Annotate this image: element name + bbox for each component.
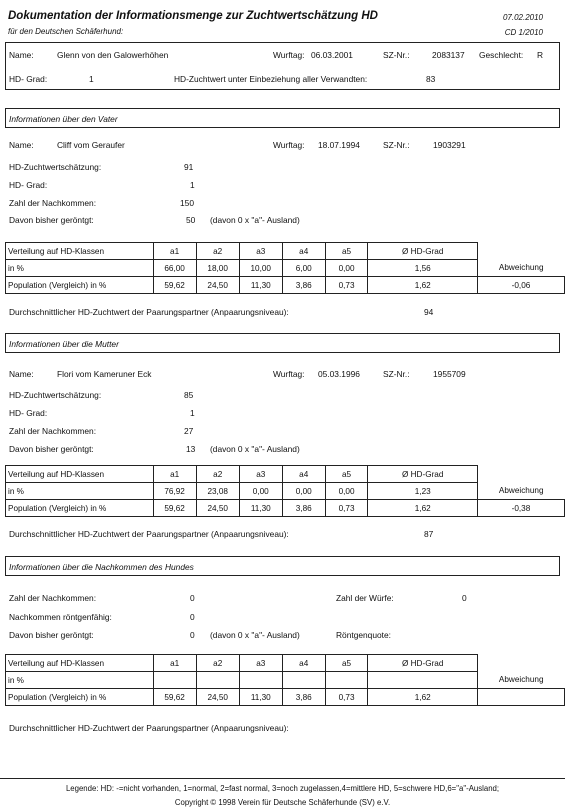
offspring-wuerfe-label: Zahl der Würfe: xyxy=(336,593,394,603)
table-cell: 0,00 xyxy=(325,483,368,500)
dog-hd: 1 xyxy=(89,74,94,84)
table-header-cell: a5 xyxy=(325,655,368,672)
dog-zw-label: HD-Zuchtwert unter Einbeziehung aller Verwandten: xyxy=(174,74,368,84)
table-cell: 10,00 xyxy=(239,260,282,277)
deviation-value: -0,38 xyxy=(477,500,564,517)
deviation-value xyxy=(477,689,564,706)
table-cell: 59,62 xyxy=(153,500,196,517)
table-row xyxy=(6,483,565,500)
table-row xyxy=(6,500,565,517)
table-cell: in % xyxy=(6,260,154,277)
mother-avg: 87 xyxy=(424,529,434,539)
father-avg: 94 xyxy=(424,307,434,317)
table-header-cell: a3 xyxy=(239,466,282,483)
table-cell: 76,92 xyxy=(153,483,196,500)
father-sz: 1903291 xyxy=(433,140,466,150)
table-cell: 24,50 xyxy=(196,689,239,706)
table-header-cell: a1 xyxy=(153,655,196,672)
father-ger-label: Davon bisher geröntgt: xyxy=(9,215,94,225)
table-cell: 0,73 xyxy=(325,277,368,294)
table-header-cell: a4 xyxy=(282,655,325,672)
footer-divider xyxy=(0,778,565,779)
dog-sex: R xyxy=(537,50,544,60)
offspring-wuerfe: 0 xyxy=(462,593,467,603)
table-cell: 0,00 xyxy=(325,260,368,277)
dog-wurftag: 06.03.2001 xyxy=(311,50,353,60)
cd-version: CD 1/2010 xyxy=(504,28,543,37)
offspring-rf-label: Nachkommen röntgenfähig: xyxy=(9,612,112,622)
table-cell: Population (Vergleich) in % xyxy=(6,689,154,706)
table-header-cell: Ø HD-Grad xyxy=(368,243,477,260)
mother-section-header: Informationen über die Mutter xyxy=(5,333,560,353)
mother-wurftag: 05.03.1996 xyxy=(318,369,360,379)
dog-wurftag-label: Wurftag: xyxy=(273,50,305,60)
table-header-cell: Ø HD-Grad xyxy=(368,655,477,672)
offspring-section-header: Informationen über die Nachkommen des Hundes xyxy=(5,556,560,576)
table-cell: 11,30 xyxy=(239,277,282,294)
father-hd-label: HD- Grad: xyxy=(9,180,48,190)
table-cell xyxy=(325,672,368,689)
table-cell xyxy=(282,672,325,689)
dog-sz-label: SZ-Nr.: xyxy=(383,50,410,60)
table-cell: 3,86 xyxy=(282,689,325,706)
table-header-cell: Verteilung auf HD-Klassen xyxy=(6,466,154,483)
table-header-cell: a2 xyxy=(196,655,239,672)
offspring-avg-label: Durchschnittlicher HD-Zuchtwert der Paarungspartner (Anpaarungsniveau): xyxy=(9,723,289,733)
page-title: Dokumentation der Informationsmenge zur Zuchtwertschätzung HD xyxy=(8,10,378,22)
footer-legend: Legende: HD: -=nicht vorhanden, 1=normal, 2=fast normal, 3=noch zugelassen,4=mittlere HD, 5=schwere HD,6="a"-Ausland; xyxy=(65,784,500,793)
dog-name-label: Name: xyxy=(9,50,34,60)
table-cell: 0,73 xyxy=(325,500,368,517)
table-header-row xyxy=(6,243,565,260)
table-cell: 0,73 xyxy=(325,689,368,706)
deviation-label: Abweichung xyxy=(498,675,544,685)
dog-name: Glenn von den Galowerhöhen xyxy=(57,50,169,60)
father-hd: 1 xyxy=(190,180,195,190)
dog-sz: 2083137 xyxy=(432,50,465,60)
table-header-cell: a4 xyxy=(282,466,325,483)
table-cell: in % xyxy=(6,672,154,689)
father-ger-note: (davon 0 x "a"- Ausland) xyxy=(210,215,300,225)
mother-zw: 85 xyxy=(184,390,194,400)
dog-zw: 83 xyxy=(426,74,436,84)
table-cell: 66,00 xyxy=(153,260,196,277)
mother-wurftag-label: Wurftag: xyxy=(273,369,305,379)
table-row xyxy=(6,277,565,294)
table-header-cell: a5 xyxy=(325,466,368,483)
table-cell xyxy=(239,672,282,689)
print-date: 07.02.2010 xyxy=(502,13,543,22)
father-nk: 150 xyxy=(180,198,194,208)
father-ger: 50 xyxy=(186,215,196,225)
table-cell: Population (Vergleich) in % xyxy=(6,277,154,294)
offspring-quote-label: Röntgenquote: xyxy=(336,630,391,640)
table-header-cell: a5 xyxy=(325,243,368,260)
father-zw-label: HD-Zuchtwertschätzung: xyxy=(9,162,102,172)
table-cell: 23,08 xyxy=(196,483,239,500)
table-header-row xyxy=(6,655,565,672)
table-header-cell: a3 xyxy=(239,243,282,260)
table-cell xyxy=(153,672,196,689)
father-name-label: Name: xyxy=(9,140,34,150)
mother-sz: 1955709 xyxy=(433,369,466,379)
dog-hd-label: HD- Grad: xyxy=(9,74,48,84)
table-cell: 6,00 xyxy=(282,260,325,277)
table-cell: 11,30 xyxy=(239,500,282,517)
table-cell: 1,62 xyxy=(368,500,477,517)
table-header-cell: a2 xyxy=(196,243,239,260)
father-section-header: Informationen über den Vater xyxy=(5,108,560,128)
mother-hd: 1 xyxy=(190,408,195,418)
table-header-cell: a3 xyxy=(239,655,282,672)
mother-sz-label: SZ-Nr.: xyxy=(383,369,410,379)
offspring-nk-label: Zahl der Nachkommen: xyxy=(9,593,97,603)
mother-name-label: Name: xyxy=(9,369,34,379)
dog-sex-label: Geschlecht: xyxy=(479,50,524,60)
table-cell: 1,23 xyxy=(368,483,477,500)
mother-nk-label: Zahl der Nachkommen: xyxy=(9,426,97,436)
table-cell: 1,56 xyxy=(368,260,477,277)
table-cell: 0,00 xyxy=(282,483,325,500)
father-wurftag-label: Wurftag: xyxy=(273,140,305,150)
mother-zw-label: HD-Zuchtwertschätzung: xyxy=(9,390,102,400)
table-cell: in % xyxy=(6,483,154,500)
table-cell: 59,62 xyxy=(153,689,196,706)
table-header-row xyxy=(6,466,565,483)
table-cell: 24,50 xyxy=(196,500,239,517)
mother-ger: 13 xyxy=(186,444,196,454)
offspring-ger-label: Davon bisher geröntgt: xyxy=(9,630,94,640)
deviation-label: Abweichung xyxy=(498,263,544,273)
mother-avg-label: Durchschnittlicher HD-Zuchtwert der Paarungspartner (Anpaarungsniveau): xyxy=(9,529,289,539)
table-header-cell: a2 xyxy=(196,466,239,483)
father-name: Cliff vom Geraufer xyxy=(57,140,125,150)
table-cell: 0,00 xyxy=(239,483,282,500)
offspring-ger-note: (davon 0 x "a"- Ausland) xyxy=(210,630,300,640)
table-cell: 3,86 xyxy=(282,277,325,294)
mother-ger-label: Davon bisher geröntgt: xyxy=(9,444,94,454)
offspring-nk: 0 xyxy=(190,593,195,603)
table-cell xyxy=(368,672,477,689)
table-cell: 59,62 xyxy=(153,277,196,294)
table-cell: 11,30 xyxy=(239,689,282,706)
offspring-rf: 0 xyxy=(190,612,195,622)
table-header-cell: Ø HD-Grad xyxy=(368,466,477,483)
mother-nk: 27 xyxy=(184,426,194,436)
table-cell: 24,50 xyxy=(196,277,239,294)
table-row xyxy=(6,260,565,277)
table-header-cell: a4 xyxy=(282,243,325,260)
footer-copyright: Copyright © 1998 Verein für Deutsche Schäferhunde (SV) e.V. xyxy=(174,798,391,807)
table-header-cell: Verteilung auf HD-Klassen xyxy=(6,655,154,672)
table-cell: 18,00 xyxy=(196,260,239,277)
father-sz-label: SZ-Nr.: xyxy=(383,140,410,150)
deviation-label: Abweichung xyxy=(498,486,544,496)
offspring-hd-table xyxy=(5,654,565,706)
mother-hd-label: HD- Grad: xyxy=(9,408,48,418)
father-hd-table xyxy=(5,242,565,294)
mother-hd-table xyxy=(5,465,565,517)
father-wurftag: 18.07.1994 xyxy=(318,140,360,150)
table-row xyxy=(6,689,565,706)
mother-name: Flori vom Kameruner Eck xyxy=(57,369,152,379)
mother-ger-note: (davon 0 x "a"- Ausland) xyxy=(210,444,300,454)
table-header-cell: Verteilung auf HD-Klassen xyxy=(6,243,154,260)
father-avg-label: Durchschnittlicher HD-Zuchtwert der Paarungspartner (Anpaarungsniveau): xyxy=(9,307,289,317)
father-zw: 91 xyxy=(184,162,194,172)
table-cell xyxy=(196,672,239,689)
page-subtitle: für den Deutschen Schäferhund: xyxy=(8,27,124,36)
table-cell: 1,62 xyxy=(368,689,477,706)
table-row xyxy=(6,672,565,689)
offspring-ger: 0 xyxy=(190,630,195,640)
table-cell: Population (Vergleich) in % xyxy=(6,500,154,517)
table-cell: 3,86 xyxy=(282,500,325,517)
table-header-cell: a1 xyxy=(153,466,196,483)
deviation-value: -0,06 xyxy=(477,277,564,294)
table-cell: 1,62 xyxy=(368,277,477,294)
father-nk-label: Zahl der Nachkommen: xyxy=(9,198,97,208)
table-header-cell: a1 xyxy=(153,243,196,260)
